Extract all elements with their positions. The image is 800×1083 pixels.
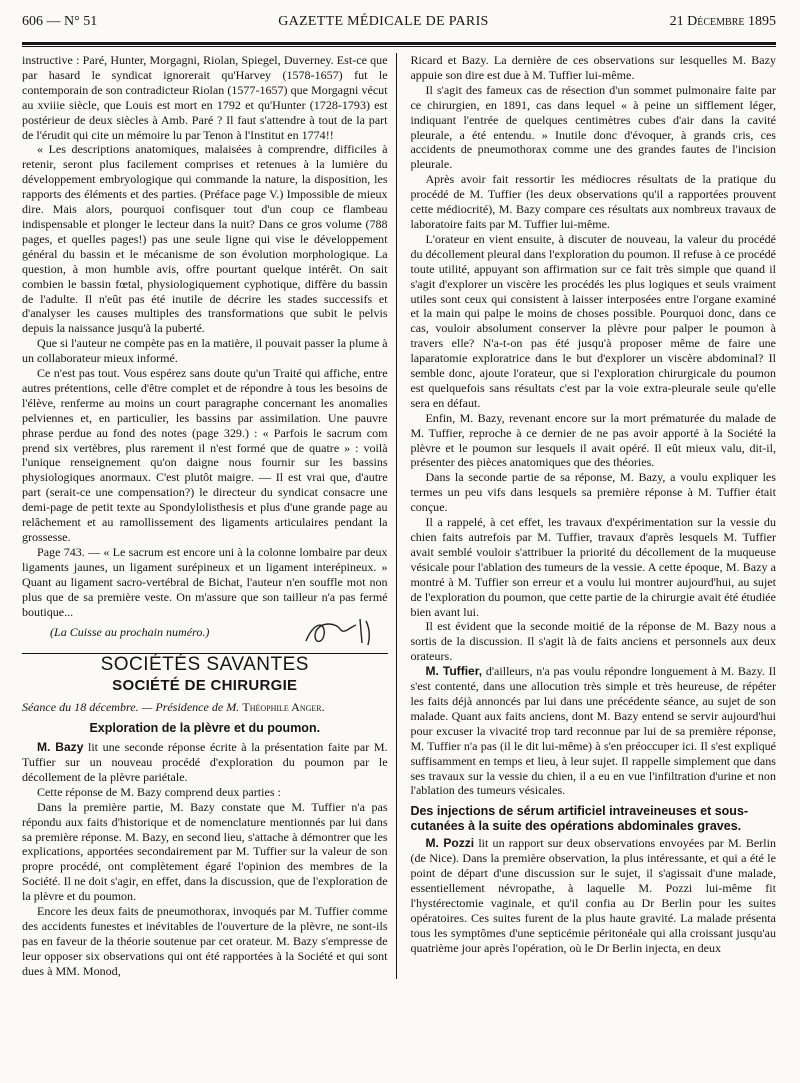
paragraph: M. Tuffier, d'ailleurs, n'a pas voulu répondre longuement à M. Bazy. Il s'est contenté, dans une allocution très simple et très heureuse, de répéter les faits déjà annoncés par lui dans une précédente séance, au sujet de son malade. Quant aux faits anciens, dont M. Bazy entend se servir aujourd'hui pour excuser la vivacité trop tard reconnue par lui de sa première réponse, M. Tuffier n'a pas (il le dit lui-même) à s'en préoccuper ici. Il s'est expliqué suffisamment en temps et lieu, à leur sujet. Il rappelle simplement que dans ses travaux sur la vessie du chien, il a eu en vue l'infiltration d'urine et non l'ablation des tumeurs vésicales. xyxy=(410,664,776,798)
section-title: SOCIÉTÉS SAVANTES xyxy=(100,654,309,676)
right-column xyxy=(410,53,776,979)
continued-note: (La Cuisse au prochain numéro.) xyxy=(50,625,210,640)
speaker-name: M. Bazy xyxy=(37,740,84,755)
paragraph: Dans la seconde partie de sa réponse, M. Bazy, a voulu expliquer les termes un peu vifs dans lesquels sa première réponse à M. Tuffier était conçue. xyxy=(410,470,776,515)
topic-heading: Des injections de sérum artificiel intraveineuses et sous-cutanées à la suite des opérations abdominales graves. xyxy=(410,804,749,834)
paragraph: Dans la première partie, M. Bazy constate que M. Tuffier n'a pas répondu aux faits d'historique et de nomenclature mentionnés par lui dans sa première réponse. M. Bazy, en second lieu, s'attache à démontrer que les explications, apportées secondairement par M. Tuffier sur la valeur de son propre procédé, ont complètement égaré l'opinion des membres de la Société. Il ne doit s'agir, en effet, dans la discussion, que de l'exploration de la plèvre et du poumon. xyxy=(22,799,388,904)
column-divider xyxy=(396,53,403,979)
speaker-name: M. Pozzi xyxy=(425,836,475,851)
paragraph: Page 743. — « Le sacrum est encore uni à la colonne lombaire par deux ligaments jaunes, un ligament surépineux et un ligament interépineux. » Quant au ligament sacro-vertébral de Bichat, l'auteur n'en souffle mot non plus que de sa première veste. On m'assure que son tailleur n'a pas fermé boutique... xyxy=(22,544,388,619)
paragraph: Enfin, M. Bazy, revenant encore sur la mort prématurée du malade de M. Tuffier, reproche à ce dernier de ne pas avoir apporté à la Société la plèvre et le poumon sur lesquels il avait opéré. Il eût mieux valu, dit-il, présenter des pièces anatomiques que des théories. xyxy=(410,410,776,470)
paragraph: L'orateur en vient ensuite, à discuter de nouveau, la valeur du procédé du décollement pleural dans l'exploration du poumon. Il refuse à ce procédé toute utilité, appuyant son affirmation sur ce fait très simple que quand il s'agit d'explorer un viscère les procédés les plus logiques et seuls vraiment utiles sont ceux qui consistent à laisser interposées entre l'organe examiné et la main qui palpe le moins de choses possible. Pourquoi donc, dans ce cas, vouloir absolument conserver la plèvre pour palper le poumon à travers elle? N'a-t-on pas été jusqu'à proposer même de faire une laparatomie exploratrice dans le but d'explorer un viscère abdominal? Il semble donc, ajoute l'orateur, que si l'exploration chirurgicale du poumon est quelquefois sans résultats c'est par la voie extra-pleurale seule qu'elle sera en défaut. xyxy=(410,231,776,410)
paragraph: Cette réponse de M. Bazy comprend deux parties : xyxy=(37,784,281,799)
paragraph: Il est évident que la seconde moitié de la réponse de M. Bazy nous a sortis de la discussion. Il s'agit là de faits anciens et personnels aux deux orateurs. xyxy=(410,619,776,664)
left-column xyxy=(22,53,388,979)
paragraph: M. Bazy lit une seconde réponse écrite à la présentation faite par M. Tuffier sur un nouveau procédé d'exploration du poumon par le décollement de la plèvre pariétale. xyxy=(22,740,388,784)
columns xyxy=(22,53,776,979)
header-rule-thin xyxy=(22,46,776,47)
page-number: 606 — N° 51 xyxy=(22,14,98,29)
issue-date: 21 Décembre 1895 xyxy=(669,14,776,29)
speaker-name: M. Tuffier, xyxy=(425,664,483,679)
session-line: Séance du 18 décembre. — Présidence de M. Théophile Anger. xyxy=(22,700,325,715)
paragraph: Ricard et Bazy. La dernière de ces observations sur lesquelles M. Bazy appuie son dire est due à M. Tuffier lui-même. xyxy=(410,53,776,82)
paragraph: instructive : Paré, Hunter, Morgagni, Riolan, Spiegel, Duverney. Est-ce que par hasard le syndicat ignorerait qu'Harvey (1578-1657) fut le contemporain de son contradicteur Riolan (1577-1657) que Morgagni vécut au xviiie siècle, que Louis est mort en 1792 et qu'Hunter (1728-1793) est postérieur de deux siècles à Amb. Paré ? Il faut s'attendre à tout de la part de l'érudit qui cite un mémoire lu par Tenon à l'Institut en 1774!! xyxy=(22,53,388,142)
paragraph: Il a rappelé, à cet effet, les travaux d'expérimentation sur la vessie du chien faits autrefois par M. Tuffier, travaux d'après lesquels M. Tuffier avait semblé vouloir s'attribuer la priorité du décollement de la muqueuse vésicale pour l'ablation des tumeurs de la vessie. A cette époque, M. Bazy a montré à M. Tuffier son erreur et a voulu lui montrer aujourd'hui, au sujet de l'exploration du poumon, que cette partie de la chirurgie avait été étudiée bien avant lui. xyxy=(410,515,776,619)
header-rule xyxy=(22,42,776,45)
handwritten-signature-icon xyxy=(300,617,380,647)
journal-title: GAZETTE MÉDICALE DE PARIS xyxy=(278,14,489,29)
paragraph: Il s'agit des fameux cas de résection d'un sommet pulmonaire faite par ce chirurgien, en 1891, cas dans lequel « à peine un sifflement léger, indiquant l'entrée de quelques centimètres cubes d'air dans la cavité pleurale, a été entendu. » Inutile donc d'évoquer, à grands cris, ces accidents de pneumothorax comme une des grandes fautes de l'incision pleurale. xyxy=(410,82,776,172)
paragraph: M. Pozzi lit un rapport sur deux observations envoyées par M. Berlin (de Nice). Dans la première observation, la plus intéressante, et qui a été le point de départ d'une discussion sur le sujet, il s'agissait d'une malade, essentiellement névropathe, à laquelle M. Pozzi lui-même fit l'hystérectomie vaginale, et qu'il confia au Dr Berlin pour les suites opératoires. Ces suites furent de la plus haute gravité. La malade présenta tous les symptômes d'une septicémie péritonéale qui alla croissant jusqu'au quatrième jour après l'opération, où le Dr Berlin injecta, en deux xyxy=(410,836,776,955)
paragraph: Après avoir fait ressortir les médiocres résultats de la pratique du procédé de M. Tuffier (les deux observations qu'il a rapportées prouvent cette médiocrité), M. Bazy compare ces résultats aux nombreux travaux de laboratoire faits par M. Tuffier lui-même. xyxy=(410,172,776,231)
signature-block xyxy=(22,623,388,647)
paragraph: Que si l'auteur ne compète pas en la matière, il pouvait passer la plume à un collaborateur mieux informé. xyxy=(22,336,388,366)
paragraph: Ce n'est pas tout. Vous espérez sans doute qu'un Traité qui affiche, entre autres prétentions, celle d'être complet et de répondre à tous les besoins de l'élève, renferme au moins un court paragraphe concernant les anomalies pelviennes et, en particulier, les bassins par assimilation. Une pauvre phrase perdue au fond des notes (page 329.) : « Parfois le sacrum com prend six vertèbres, plus rarement il n'est formé que de quatre » : voilà l'unique renseignement qu'on daigne nous fournir sur les bassins physiologiques anormaux. C'est plutôt maigre. — Il est vrai que, d'autre part (serait-ce une compensation?) le directeur du syndicat consacre une demi-page de petit texte au Spondylolisthesis et plus d'une grande page au relâchement et au ramollissement des ligaments articulaires pendant la grossesse. xyxy=(22,366,388,544)
paragraph: Encore les deux faits de pneumothorax, invoqués par M. Tuffier comme des accidents funestes et inévitables de l'ouverture de la plèvre, ne sont-ils pas en faveur de la théorie soutenue par cet orateur. M. Bazy s'empresse de leur opposer six observations qui ont été rapportées à la Société et qui sont dues à MM. Monod, xyxy=(22,904,388,978)
topic-heading: Exploration de la plèvre et du poumon. xyxy=(89,721,321,736)
page-header xyxy=(22,14,776,36)
society-title: SOCIÉTÉ DE CHIRURGIE xyxy=(112,677,298,695)
quote-paragraph: « Les descriptions anatomiques, malaisées à comprendre, difficiles à retenir, seront plus facilement comprises et retenues à la lumière du développement embryologique qui commande la nature, la disposition, les rapports des éléments et des parties. (Préface page V.) Impossible de mieux dire. Mais alors, pourquoi confisquer tout d'un coup ce flambeau indispensable et plonger le lecteur dans la nuit? Dans ce gros volume (788 pages, et quelles pages!) pas une seule ligne qui vise le développement général du bassin et le mécanisme de son évolution morphologique. La question, à mon humble avis, offre pourtant quelque intérêt. On sait combien le bassin fœtal, physiologiquement cyphotique, diffère du bassin de l'adulte. Il n'eût pas été inutile de décrire les stades successifs et d'analyser les causes multiples des transformations que subit le pelvis depuis la naissance jusqu'à la puberté. xyxy=(22,142,388,336)
